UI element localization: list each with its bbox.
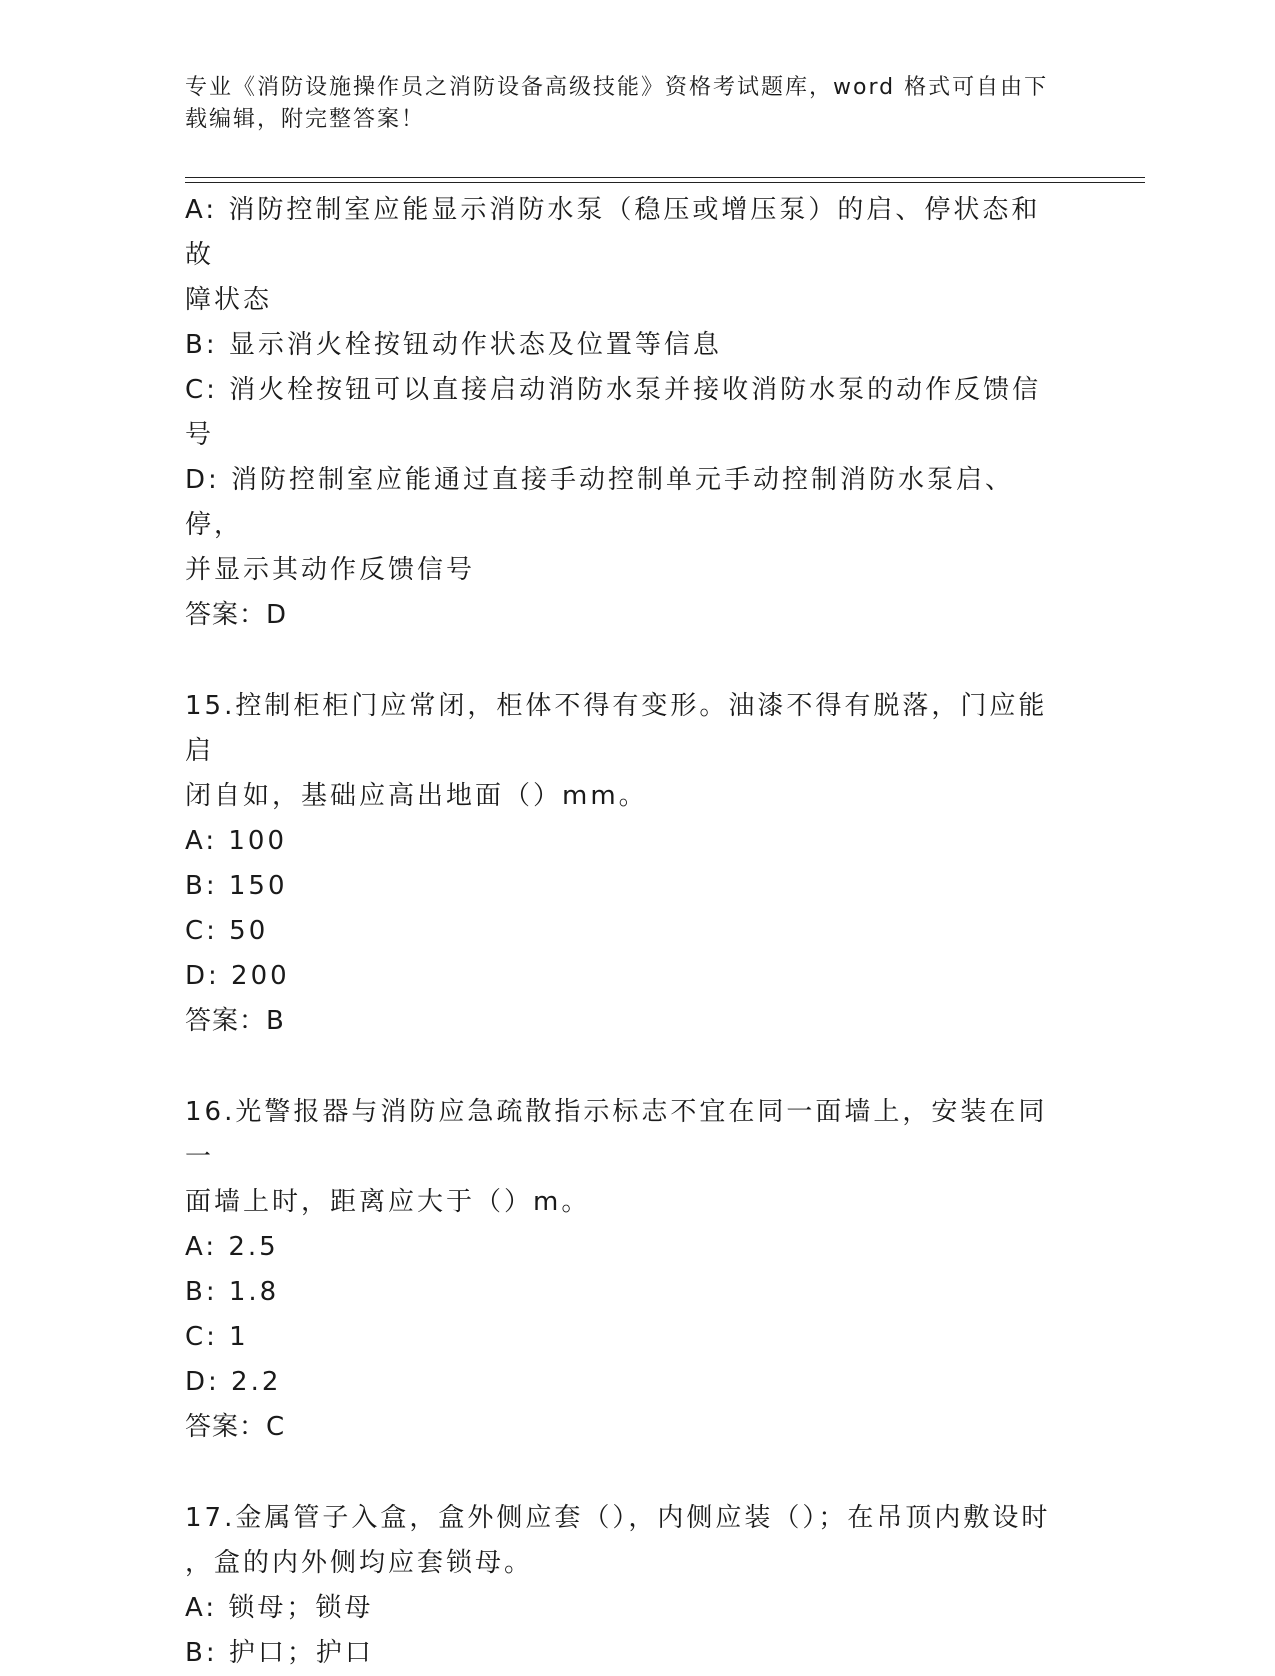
question-stem: ，盒的内外侧均应套锁母。	[185, 1548, 534, 1578]
spacer	[185, 638, 1065, 684]
header-line-2: 载编辑，附完整答案！	[185, 107, 426, 132]
option-c: C: 50	[185, 916, 269, 946]
option-b: B: 150	[185, 871, 288, 901]
answer-line: 答案：B	[185, 1006, 285, 1036]
spacer	[185, 1044, 1065, 1090]
question-stem: 15.控制柜柜门应常闭，柜体不得有变形。油漆不得有脱落，门应能启	[185, 691, 1048, 766]
option-a: A: 2.5	[185, 1232, 279, 1262]
question-stem: 16.光警报器与消防应急疏散指示标志不宜在同一面墙上，安装在同一	[185, 1097, 1048, 1172]
spacer	[185, 1450, 1065, 1496]
question-stem: 17.金属管子入盒，盒外侧应套（），内侧应装（）；在吊顶内敷设时	[185, 1503, 1051, 1533]
question-14	[185, 188, 1065, 638]
option-a: A: 100	[185, 826, 287, 856]
option-line: B: 显示消火栓按钮动作状态及位置等信息	[185, 330, 722, 360]
option-line: D: 消防控制室应能通过直接手动控制单元手动控制消防水泵启、停，	[185, 465, 1015, 540]
question-stem: 闭自如，基础应高出地面（）mm。	[185, 781, 648, 811]
header-divider-top	[185, 177, 1145, 178]
option-d: D: 200	[185, 961, 290, 991]
option-d: D: 2.2	[185, 1367, 282, 1397]
option-a: A: 锁母；锁母	[185, 1593, 374, 1623]
answer-line: 答案：C	[185, 1412, 286, 1442]
question-15	[185, 684, 1065, 1044]
option-b: B: 1.8	[185, 1277, 280, 1307]
document-header	[185, 72, 1065, 136]
option-line: 并显示其动作反馈信号	[185, 555, 476, 585]
question-stem: 面墙上时，距离应大于（）m。	[185, 1187, 591, 1217]
option-line: A: 消防控制室应能显示消防水泵（稳压或增压泵）的启、停状态和故	[185, 195, 1041, 270]
question-17	[185, 1496, 1065, 1676]
question-16	[185, 1090, 1065, 1450]
option-line: C: 消火栓按钮可以直接启动消防水泵并接收消防水泵的动作反馈信号	[185, 375, 1042, 450]
option-line: 障状态	[185, 285, 273, 315]
header-line-1: 专业《消防设施操作员之消防设备高级技能》资格考试题库，word 格式可自由下	[185, 75, 1049, 100]
option-b: B: 护口；护口	[185, 1638, 374, 1668]
question-list	[185, 188, 1065, 1676]
header-divider-bottom	[185, 182, 1145, 183]
option-c: C: 1	[185, 1322, 249, 1352]
answer-line: 答案：D	[185, 600, 288, 630]
